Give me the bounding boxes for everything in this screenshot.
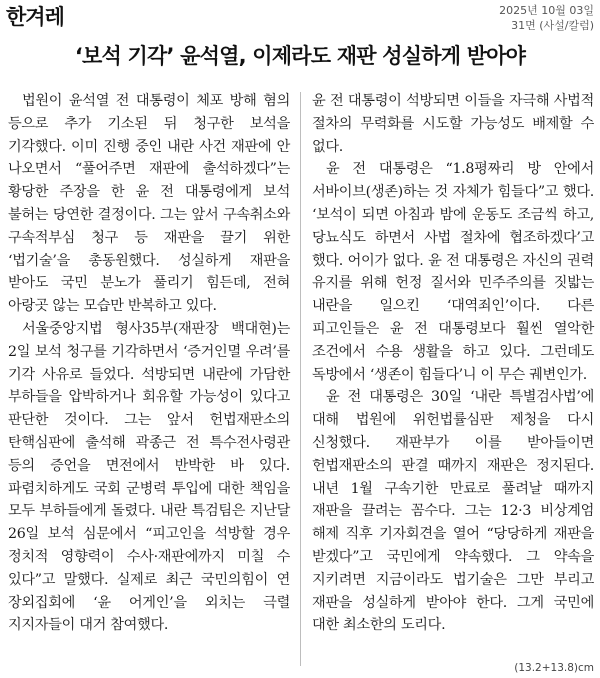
paragraph: 윤 전 대통령이 석방되면 이들을 자극해 사법적 절차의 무력화를 시도할 가능성도 배제할 수 없다.	[312, 93, 594, 155]
newspaper-logo: 한겨레	[6, 5, 64, 29]
paragraph: 윤 전 대통령은 30일 ‘내란 특별검사법’에 대해 법원에 위헌법률심판 제청을 다시 신청했다. 재판부가 이를 받아들이면 헌법재판소의 판결 때까지 재판은 정지된다. 내년 1월 구속기한 만료로 풀려날 때까지 재판을 끌려는 꼼수다. 그는 12·3 비상계엄 해제 직후 기자회견을 열어 “당당하게 재판을 받겠다”고 국민에게 약속했다. 그 약속을 지키려면 지금이라도 법기술은 그만 부리고 재판을 성실하게 받아야 한다. 그게 국민에 대한 최소한의 도리다.	[312, 389, 594, 634]
article-column-right	[312, 90, 594, 637]
publication-date: 2025년 10월 03일	[499, 4, 594, 17]
publication-meta	[499, 3, 594, 33]
editorial-headline: ‘보석 기각’ 윤석열, 이제라도 재판 성실하게 받아야	[74, 44, 526, 68]
paragraph: 윤 전 대통령은 “1.8평짜리 방 안에서 서바이브(생존)하는 것 자체가 힘들다”고 했다. ‘보석이 되면 아침과 밤에 운동도 조금씩 하고, 당뇨식도 하면서 사법 절차에 협조하겠다’고 했다. 어이가 없다. 윤 전 대통령은 자신의 권력 유지를 위해 헌정 질서와 민주주의를 짓밟는 내란을 일으킨 ‘대역죄인’이다. 다른 피고인들은 윤 전 대통령보다 훨씬 열악한 조건에서 수용 생활을 하고 있다. 그런데도 독방에서 ‘생존이 힘들다’니 이 무슨 궤변인가.	[312, 161, 594, 383]
column-divider	[300, 92, 301, 666]
article-column-left	[8, 90, 290, 637]
paragraph: 서울중앙지법 형사35부(재판장 백대현)는 2일 보석 청구를 기각하면서 ‘증거인멸 우려’를 기각 사유로 들었다. 석방되면 내란에 가담한 부하들을 압박하거나 회유할 가능성이 있다고 판단한 것이다. 그는 앞서 헌법재판소의 탄핵심판에 출석해 곽종근 전 특수전사령관 등의 증언을 면전에서 반박한 바 있다. 파렴치하게도 국회 군병력 투입에 대한 책임을 모두 부하들에게 돌렸다. 내란 특검팀은 지난달 26일 보석 심문에서 “피고인을 석방할 경우 정치적 영향력이 수사·재판에까지 미칠 수 있다”고 말했다. 실제로 최근 국민의힘이 연 장외집회에 ‘윤 어게인’을 외치는 극렬 지지자들이 대거 참여했다.	[8, 320, 290, 634]
page-section: 31면 (사설/칼럼)	[511, 19, 594, 32]
paragraph: 법원이 윤석열 전 대통령이 체포 방해 혐의 등으로 추가 기소된 뒤 청구한 보석을 기각했다. 이미 진행 중인 내란 사건 재판에 안 나오면서 “풀어주면 재판에 출석하겠다”는 황당한 주장을 한 윤 전 대통령에게 보석 불허는 당연한 결정이다. 그는 앞서 구속취소와 구속적부심 청구 등 재판을 끌기 위한 ‘법기술’을 총동원했다. 성실하게 재판을 받아도 국민 분노가 풀리기 힘든데, 전혀 아랑곳 않는 모습만 반복하고 있다.	[8, 93, 290, 315]
masthead	[0, 0, 600, 40]
article-size-note: (13.2+13.8)cm	[514, 662, 594, 674]
